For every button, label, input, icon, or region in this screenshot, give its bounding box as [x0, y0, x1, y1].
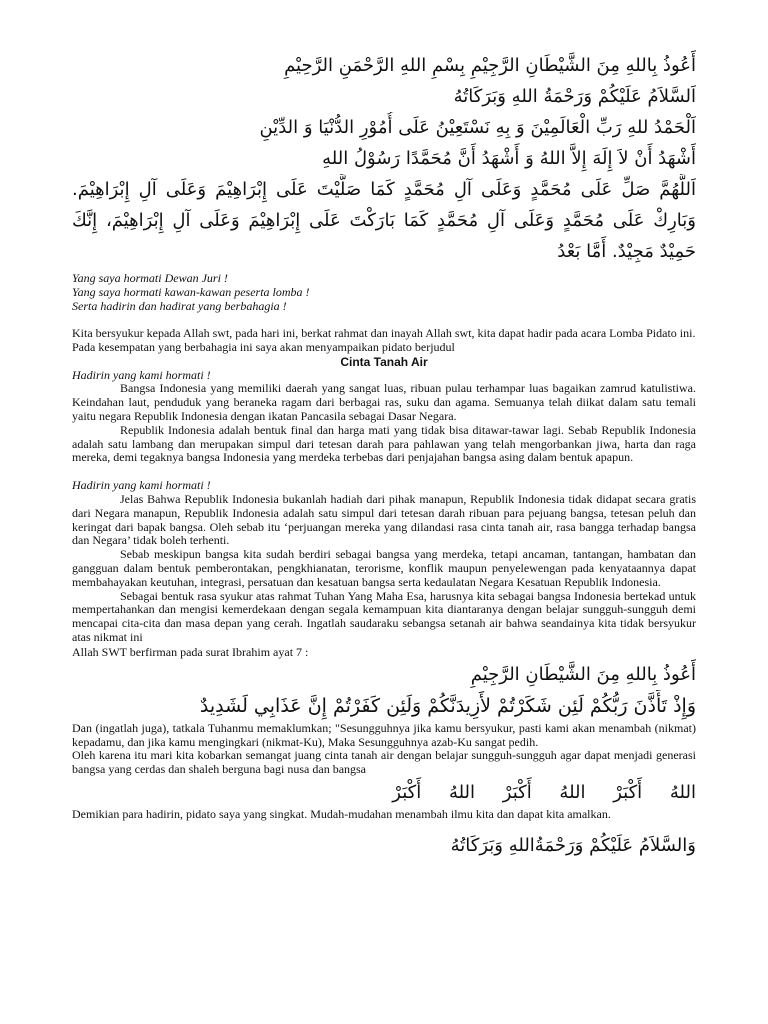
section1-paragraph: Bangsa Indonesia yang memiliki daerah yang sangat luas, ribuan pulau terhampar luas bagaikan zamrud katulistiwa. Keindahan laut, penduduk yang beraneka ragam dari berbagai ras, suku dan agama. Semuanya telah diikat dalam satu temali yaitu negara Republik Indonesia dengan ikatan Pancasila sebagai Dasar Negara.: [72, 381, 696, 423]
section2-paragraph: Sebab meskipun bangsa kita sudah berdiri sebagai bangsa yang merdeka, tetapi ancaman, tantangan, hambatan dan gangguan dalam bentuk pemberontakan, pengkhianatan, terorisme, konflik maupun penyelewengan pada kenyataannya dapat membahayakan keutuhan, integrasi, persatuan dan kesatuan bangsa serta kedaulatan Negara Kesatuan Republik Indonesia.: [72, 547, 696, 589]
verse-translation: Dan (ingatlah juga), tatkala Tuhanmu memaklumkan; "Sesungguhnya jika kamu bersyukur, pasti kami akan menambah (nikmat) kepadamu, dan jika kamu mengingkari (nikmat-Ku), Maka Sesungguhnya azab-Ku sangat pedih.: [72, 720, 696, 749]
arabic-taawwudh-basmalah: أَعُوذُ بِاللهِ مِنَ الشَّيْطَانِ الرَّجِيْمِ بِسْمِ اللهِ الرَّحْمَنِ الرَّحِيْمِ: [284, 55, 696, 76]
arabic-shahada: أَشْهَدُ أَنْ لاَ إِلَهَ إِلاَّ اللهُ وَ أَشْهَدُ أَنَّ مُحَمَّدًا رَسُوْلُ اللهِ: [322, 148, 696, 169]
section2-paragraph: Sebagai bentuk rasa syukur atas rahmat Tuhan Yang Maha Esa, harusnya kita sebagai bangsa Indonesia bertekad untuk mempertahankan dan mengisi kemerdekaan dengan segala kemampuan kita diantaranya dengan belajar sungguh-sungguh demi mencapai cita-cita dan masa depan yang cerah. Ingatlah saudaraku sebangsa setanah air bahwa seandainya kita tidak bersyukur atas nikmat ini: [72, 588, 696, 644]
speech-title: Cinta Tanah Air: [340, 354, 428, 369]
arabic-closing-salam: وَالسَّلاَمُ عَلَيْكُمْ وَرَحْمَةُاللهِ وَبَرَكَاتُهُ: [450, 834, 696, 856]
greeting-line: Yang saya hormati Dewan Juri !: [72, 271, 228, 285]
section2-paragraph: Jelas Bahwa Republik Indonesia bukanlah hadiah dari pihak manapun, Republik Indonesia tidak didapat secara gratis dari Negara manapun, Republik Indonesia adalah satu simpul dari tetesan darah ribuan para pejuang bangsa, tetesan peluh dan keringat dari bapak bangsa. Oleh sebab itu ‘perjuangan mereka yang dilandasi rasa cinta tanah air, rasa bangga terhadap bangsa dan Negara’ tidak boleh terhenti.: [72, 491, 696, 548]
closing-call: Oleh karena itu mari kita kobarkan semangat juang cinta tanah air dengan belajar sungguh-sungguh agar dapat menjadi generasi bangsa yang cerdas dan shaleh berguna bagi nusa dan bangsa: [72, 748, 696, 777]
greetings: [72, 271, 696, 313]
arabic-salawat: اَللَّهُمَّ صَلِّ عَلَى مُحَمَّدٍ وَعَلَى آلِ مُحَمَّدٍ كَمَا صَلَّيْتَ عَلَى إِبْرَاهِيْمَ وَعَلَى آلِ إِبْرَاهِيْمَ. وَبَارِكْ عَلَى مُحَمَّدٍ وَعَلَى آلِ مُحَمَّدٍ كَمَا بَارَكْتَ عَلَى إِبْرَاهِيْمَ وَعَلَى آلِ إِبْرَاهِيْمَ، إِنَّكَ حَمِيْدٌ مَجِيْدٌ. أَمَّا بَعْدُ: [72, 179, 696, 262]
closing-ending: Demikian para hadirin, pidato saya yang singkat. Mudah-mudahan menambah ilmu kita dan dapat kita amalkan.: [72, 806, 611, 821]
arabic-hamdalah: اَلْحَمْدُ للهِ رَبِّ الْعَالَمِيْنَ وَ بِهِ نَسْتَعِيْنُ عَلَى أُمُوْرِ الدُّنْيَا وَ الدِّيْنِ: [259, 117, 696, 138]
arabic-opening: [72, 50, 696, 267]
arabic-salam: اَلسَّلاَمُ عَلَيْكُمْ وَرَحْمَةُ اللهِ وَبَرَكَاتُهُ: [453, 86, 696, 107]
intro-gratitude: Kita bersyukur kepada Allah swt, pada hari ini, berkat rahmat dan inayah Allah swt, kita dapat hadir pada acara Lomba Pidato ini.: [72, 326, 696, 340]
section1-address: Hadirin yang kami hormati !: [72, 367, 211, 382]
greeting-line: Yang saya hormati kawan-kawan peserta lomba !: [72, 285, 310, 299]
arabic-takbir: اللهُ أَكْبَرْ اللهُ أَكْبَرْ اللهُ أَكْبَرْ: [392, 781, 696, 803]
intro-announce: Pada kesempatan yang berbahagia ini saya akan menyampaikan pidato berjudul: [72, 339, 455, 354]
greeting-line: Serta hadirin dan hadirat yang berbahagia !: [72, 299, 287, 313]
section1-paragraph: Republik Indonesia adalah bentuk final dan harga mati yang tidak bisa ditawar-tawar lagi. Sebab Republik Indonesia adalah satu lambang dan merupakan simpul dari tetesan darah para pahlawan yang telah mengorbankan jiwa, harta dan raga mereka, demi tegaknya bangsa Indonesia yang merdeka terbebas dari penjajahan bangsa asing dalam bentuk apapun.: [72, 422, 696, 465]
verse-reference: Allah SWT berfirman pada surat Ibrahim ayat 7 :: [72, 644, 309, 659]
section2-address: Hadirin yang kami hormati !: [72, 478, 211, 493]
arabic-verse-taawwudh: أَعُوذُ بِاللهِ مِنَ الشَّيْطَانِ الرَّجِيْمِ: [470, 663, 696, 685]
arabic-verse-text: وَإِذْ تَأَذَّنَ رَبُّكُمْ لَئِن شَكَرْتُمْ لأَزِيدَنَّكُمْ وَلَئِن كَفَرْتُمْ إِنَّ عَذَابِي لَشَدِيدٌ: [199, 694, 696, 717]
